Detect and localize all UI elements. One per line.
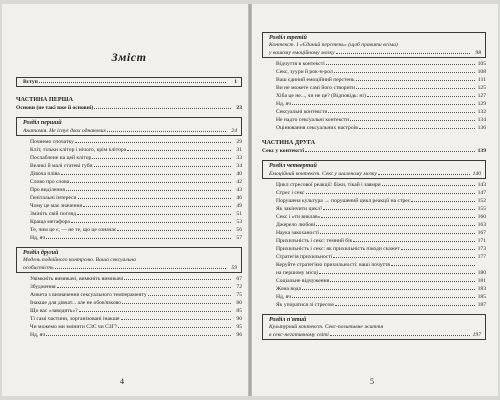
toc-entry[interactable]: Анкета з визначення сексуального темпераменту 75 (30, 292, 242, 298)
section-two-heading: Розділ другий (23, 250, 59, 256)
section-one-items (16, 138, 242, 242)
toc-entry[interactable]: Дівоча пліва 40 (30, 171, 242, 177)
section-five-subtitle-line2[interactable]: в секс-негативному світі 197 (269, 332, 481, 338)
toc-entry[interactable]: Хіба це не..., чи не це? (Відповідь: ні) 127 (276, 93, 486, 99)
toc-entry[interactable]: Сексуальні контексти 132 (276, 109, 486, 115)
toc-entry[interactable]: Інакше для дівчат... але не обов'язково 80 (30, 300, 242, 306)
toc-entry[interactable]: Як упоратися зі стресом 187 (276, 302, 486, 308)
page-number-left: 4 (120, 377, 124, 386)
toc-entry[interactable]: Те, чим це є, — не те, що це означає 56 (30, 227, 242, 233)
toc-entry[interactable]: Керуйте стратегією прихильності: ваші почуття (262, 261, 486, 269)
section-one-subtitle[interactable]: Анатомія. Не існує двох однакових 24 (23, 128, 237, 134)
toc-entry[interactable]: Не надто сексуальні контексти 134 (276, 117, 486, 123)
section-four-box (262, 160, 486, 179)
section-three-heading: Розділ третій (269, 35, 307, 41)
toc-entry[interactable]: Як закінчити цикл? 155 (276, 206, 486, 212)
toc-entry[interactable]: Нд, яч 57 (30, 235, 242, 241)
section-five-box (262, 314, 486, 340)
section-four-subtitle[interactable]: Емоційний контекст. Секс у шаленому мозку 140 (269, 171, 481, 177)
toc-entry[interactable]: Стратегія прихильності 177 (276, 254, 486, 260)
section-five-subtitle-line1: Культурний контекст. Секс-позитивне життя (269, 324, 384, 330)
toc-entry-intro[interactable]: Вступ 1 (23, 79, 237, 85)
toc-entry[interactable]: Порушена культура → порушений цикл реакції на стрес 152 (276, 198, 486, 204)
section-four-items (262, 181, 486, 309)
toc-entry[interactable]: Прихильність і секс: як прихильність пікоди скажет 173 (276, 246, 486, 252)
toc-entry[interactable]: Що вас «заводить»? 85 (30, 308, 242, 314)
section-two-subtitle-line2[interactable]: особистість 59 (23, 265, 237, 271)
toc-entry[interactable]: Генітальні інтереси 46 (30, 195, 242, 201)
section-one-box (16, 117, 242, 136)
section-three-subtitle-line1: Контекст. І «Єдиний перстень» (щоб правити всіма) (269, 42, 398, 48)
section-two-box (16, 247, 242, 273)
section-two-subtitle-line1: Модель подвійного контролю. Ваша сексуальна (23, 257, 136, 263)
toc-entry[interactable]: Секс і «ти виклав» 160 (276, 214, 486, 220)
section-three-box (262, 32, 486, 58)
toc-entry[interactable]: Ви не можете самі його створити 125 (276, 85, 486, 91)
toc-entry[interactable]: Змініть свій погляд 51 (30, 211, 242, 217)
section-two-items (16, 275, 242, 339)
part-one-subtitle[interactable]: Основи (не такі вже й основні) 23 (16, 105, 242, 111)
section-one-heading: Розділ перший (23, 120, 62, 126)
section-three-items (262, 60, 486, 132)
toc-entry[interactable]: Ті самі частини, зорганізовані інакше 90 (30, 316, 242, 322)
toc-entry[interactable]: Ваш єдиний емоційний перстень 111 (276, 77, 486, 83)
toc-entry[interactable]: Нд, яч 185 (276, 294, 486, 300)
toc-entry[interactable]: Увімкніть вимикачі, вимкніть вимикачі 67 (30, 276, 242, 282)
toc-entry[interactable]: на першому місці 180 (276, 270, 486, 276)
toc-entry[interactable]: Секс, зуури й рок-н-рол 108 (276, 69, 486, 75)
toc-entry[interactable]: Почнемо спочатку 29 (30, 139, 242, 145)
part-two-heading: ЧАСТИНА ДРУГА (262, 139, 316, 146)
left-page (2, 4, 248, 396)
right-page (252, 4, 498, 396)
toc-entry[interactable]: Джерело любові 163 (276, 222, 486, 228)
toc-entry[interactable]: Послаблене на цей клітор 33 (30, 155, 242, 161)
part-one-heading: ЧАСТИНА ПЕРША (16, 96, 73, 103)
toc-entry[interactable]: Краща метафора 53 (30, 219, 242, 225)
toc-entry[interactable]: Соціальне відчуження 181 (276, 278, 486, 284)
toc-entry[interactable]: Слово про слова 42 (30, 179, 242, 185)
section-five-heading: Розділ п'ятий (269, 317, 307, 323)
part-two-subtitle[interactable]: Секс у контексті 139 (262, 148, 486, 154)
toc-entry[interactable]: Про виділення 43 (30, 187, 242, 193)
toc-entry[interactable]: Відчуття в контексті 105 (276, 61, 486, 67)
toc-entry[interactable]: Нд, яч 96 (30, 332, 242, 338)
toc-entry[interactable]: Жона вода 183 (276, 286, 486, 292)
toc-entry[interactable]: Стрес і секс 147 (276, 190, 486, 196)
toc-entry[interactable]: Нд, яч 129 (276, 101, 486, 107)
toc-entry[interactable]: Цикл стресової реакції: біжи, тікай і завмри 143 (276, 182, 486, 188)
page-number-right: 5 (370, 377, 374, 386)
toc-entry[interactable]: Оцінювання сексуальних настроїв 136 (276, 125, 486, 131)
toc-title: Зміст (111, 50, 147, 64)
toc-entry[interactable]: Великі й малі статеві губи 34 (30, 163, 242, 169)
toc-entry[interactable]: Збудження 72 (30, 284, 242, 290)
toc-entry[interactable]: Чому це має значення 49 (30, 203, 242, 209)
intro-box (16, 77, 242, 87)
toc-entry[interactable]: Чи можемо ми змінити СЗС чи СЗГ? 95 (30, 324, 242, 330)
toc-entry[interactable]: Кліт, тільки клітор і нічого, крім клітора 31 (30, 147, 242, 153)
section-three-subtitle-line2[interactable]: у вашому емоційному мозку 98 (269, 50, 481, 56)
toc-entry[interactable]: Наука закоханості 167 (276, 230, 486, 236)
toc-entry[interactable]: Прихильність і секс: темний бік 171 (276, 238, 486, 244)
section-four-heading: Розділ четвертий (269, 163, 317, 169)
